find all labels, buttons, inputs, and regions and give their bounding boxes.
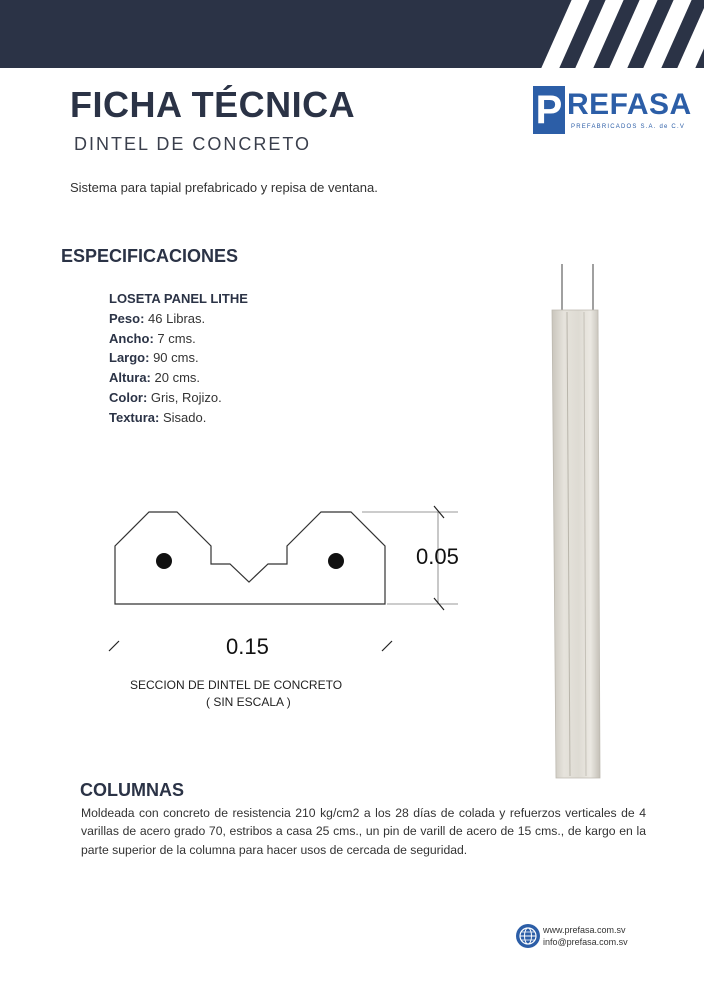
- dimension-tick: [109, 641, 119, 651]
- header-band: [0, 0, 704, 68]
- spec-value: Sisado.: [162, 409, 207, 425]
- spec-row: [109, 348, 248, 368]
- specifications-list: [109, 289, 248, 428]
- lintel-section-drawing: [100, 500, 460, 660]
- rebar-hole-left: [156, 553, 172, 569]
- dimension-tick: [382, 641, 392, 651]
- logo-initial: P: [533, 86, 565, 134]
- specifications-heading: ESPECIFICACIONES: [61, 246, 239, 266]
- spec-label: Largo:: [109, 350, 150, 366]
- drawing-caption: SECCION DE DINTEL DE CONCRETO: [130, 678, 343, 692]
- spec-row: [109, 329, 248, 349]
- spec-label: Altura:: [109, 370, 151, 386]
- spec-label: Ancho:: [109, 330, 154, 346]
- spec-row: [109, 388, 248, 408]
- product-name: LOSETA PANEL LITHE: [109, 291, 248, 306]
- spec-value: 46 Libras.: [148, 310, 206, 326]
- website-link[interactable]: www.prefasa.com.sv: [543, 925, 626, 935]
- email-link[interactable]: info@prefasa.com.sv: [543, 937, 628, 947]
- spec-row: [109, 408, 248, 428]
- intro-text: Sistema para tapial prefabricado y repisa de ventana.: [70, 180, 378, 195]
- spec-row: [109, 309, 248, 329]
- columns-heading: COLUMNAS: [80, 780, 184, 800]
- spec-row: [109, 368, 248, 388]
- spec-label: Peso:: [109, 310, 145, 326]
- rebar-hole-right: [328, 553, 344, 569]
- concrete-column-image: [540, 262, 610, 782]
- spec-value: 90 cms.: [153, 350, 199, 366]
- height-dimension: 0.05: [416, 544, 459, 569]
- width-dimension: 0.15: [226, 634, 269, 659]
- column-body: [552, 310, 600, 778]
- columns-description: Moldeada con concreto de resistencia 210 kg/cm2 a los 28 días de colada y refuerzos verticales de 4 varillas de acero grado 70, estribos a casa 25 cms., un pin de varill de acero de 15 cms., de kargo en la parte superior de la columna para hacer usos de cercada de seguridad.: [81, 806, 646, 857]
- spec-value: 7 cms.: [157, 330, 196, 346]
- spec-label: Color:: [109, 389, 148, 405]
- prefasa-logo: [533, 86, 692, 138]
- logo-word: REFASA: [567, 88, 692, 121]
- spec-value: Gris, Rojizo.: [150, 389, 222, 405]
- drawing-scale-note: ( SIN ESCALA ): [206, 695, 291, 709]
- lintel-profile: [115, 512, 385, 604]
- spec-value: 20 cms.: [154, 370, 201, 386]
- logo-tagline: PREFABRICADOS S.A. de C.V: [571, 124, 686, 130]
- page-title: FICHA TÉCNICA: [70, 84, 356, 125]
- globe-icon: [516, 924, 540, 948]
- spec-label: Textura:: [109, 409, 160, 425]
- page-subtitle: DINTEL DE CONCRETO: [74, 134, 312, 154]
